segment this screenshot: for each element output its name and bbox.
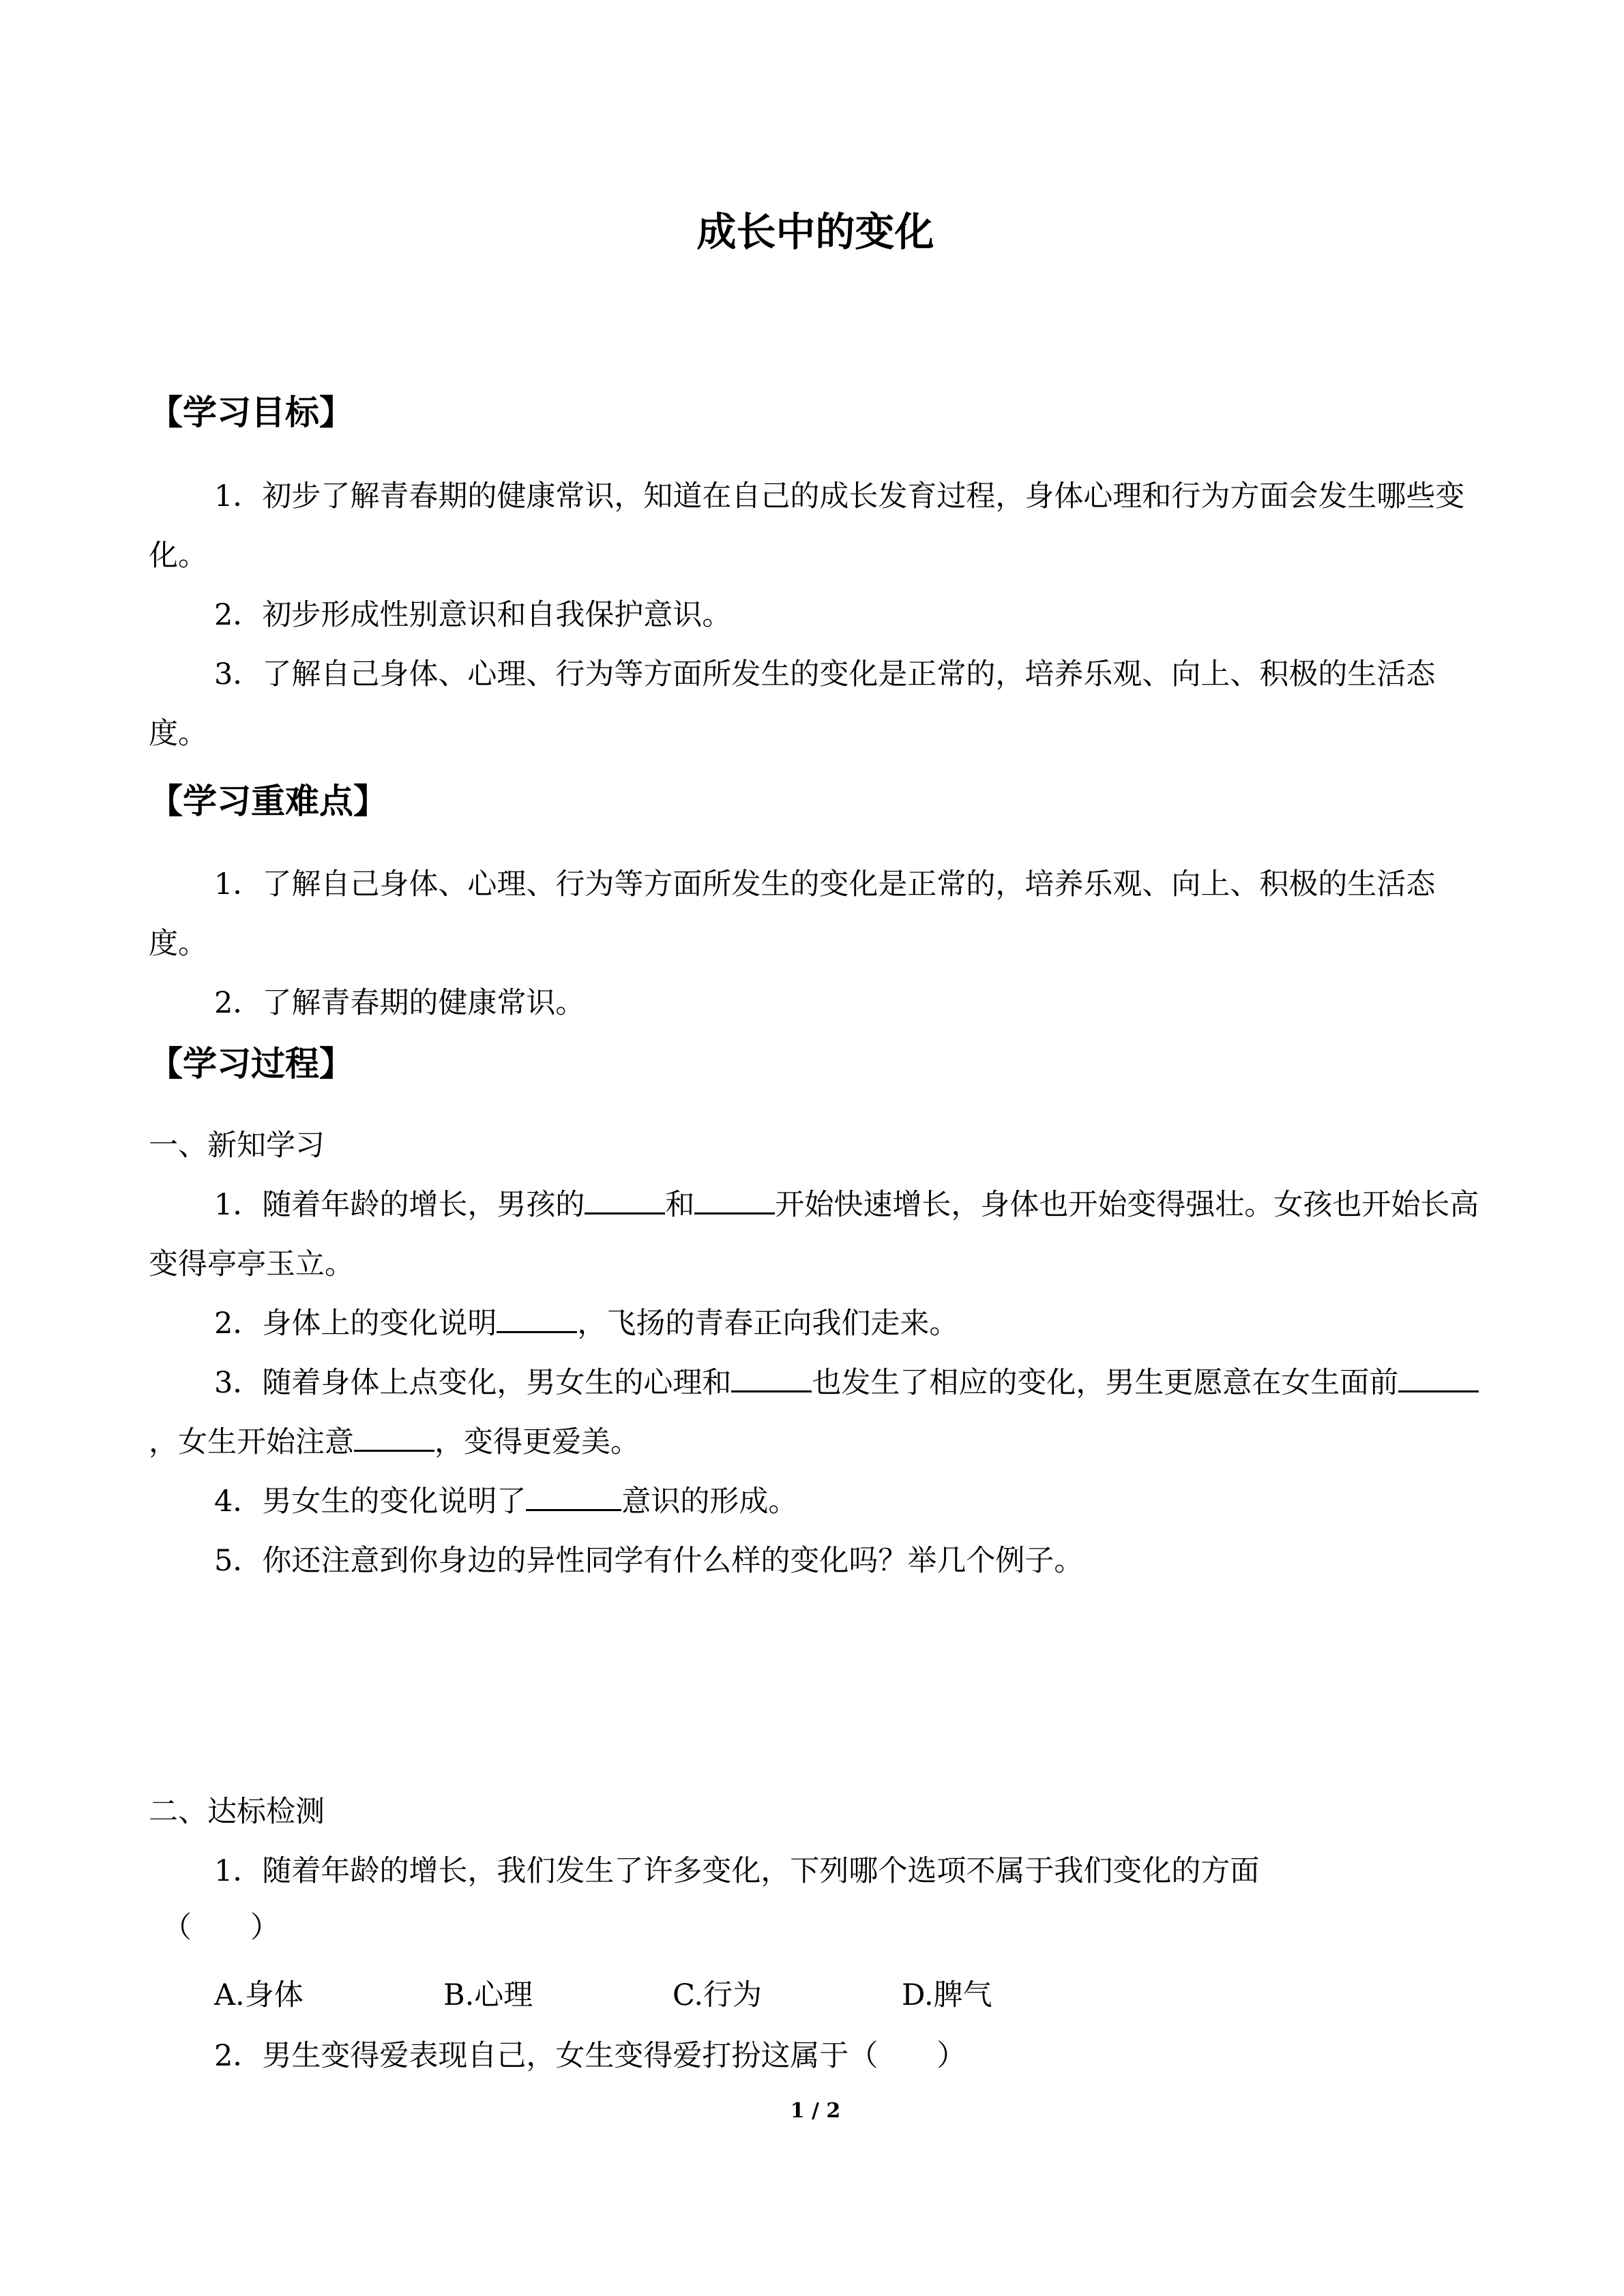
part2-question-1: 1．随着年龄的增长，我们发生了许多变化，下列哪个选项不属于我们变化的方面 <box>214 1854 1260 1888</box>
q3-text-a: 3．随着身体上点变化，男女生的心理和 <box>214 1366 732 1400</box>
answer-blank[interactable] <box>526 1475 621 1511</box>
goal-item-3: 3．了解自己身体、心理、行为等方面所发生的变化是正常的，培养乐观、向上、积极的生活态度。 <box>149 657 1436 751</box>
option-d[interactable]: D.脾气 <box>902 1978 992 2012</box>
key-points-heading: 【学习重难点】 <box>149 781 387 821</box>
answer-blank[interactable] <box>497 1297 577 1333</box>
part1-question-1 <box>149 1176 1482 1294</box>
answer-parentheses[interactable]: （ ） <box>162 1911 280 1945</box>
goals-heading: 【学习目标】 <box>149 393 353 432</box>
part2-label: 二、达标检测 <box>149 1795 325 1829</box>
key-point-item-1: 1．了解自己身体、心理、行为等方面所发生的变化是正常的，培养乐观、向上、积极的生活态度。 <box>149 867 1436 961</box>
answer-blank[interactable] <box>731 1356 812 1392</box>
process-heading: 【学习过程】 <box>149 1044 353 1084</box>
goal-item-2: 2．初步形成性别意识和自我保护意识。 <box>214 598 732 632</box>
part1-question-2 <box>149 1294 1482 1354</box>
option-c[interactable]: C.行为 <box>673 1978 763 2012</box>
document-title: 成长中的变化 <box>696 209 934 255</box>
q1-text-c: 开始快速增长，身体也开始变得强壮。女孩也开始长高变得亭亭玉立。 <box>149 1188 1479 1281</box>
goal-item-1: 1．初步了解青春期的健康常识，知道在自己的成长发育过程，身体心理和行为方面会发生哪些变化。 <box>149 479 1465 573</box>
part1-question-4 <box>149 1472 1482 1532</box>
option-b[interactable]: B.心理 <box>443 1978 533 2012</box>
q4-text-a: 4．男女生的变化说明了 <box>214 1485 527 1519</box>
option-a[interactable]: A.身体 <box>214 1978 304 2012</box>
q2-text-b: ，飞扬的青春正向我们走来。 <box>577 1307 959 1341</box>
part1-question-3 <box>149 1354 1482 1472</box>
part2-question-2: 2．男生变得爱表现自己，女生变得爱打扮这属于（ ） <box>214 2039 966 2073</box>
key-point-item-2: 2．了解青春期的健康常识。 <box>214 986 585 1020</box>
answer-blank[interactable] <box>354 1416 434 1452</box>
answer-blank[interactable] <box>694 1178 775 1214</box>
answer-blank[interactable] <box>1398 1356 1479 1392</box>
document-page <box>149 0 1482 2296</box>
q1-text-b: 和 <box>665 1188 695 1222</box>
answer-blank[interactable] <box>585 1178 665 1214</box>
part1-question-5: 5．你还注意到你身边的异性同学有什么样的变化吗？举几个例子。 <box>214 1544 1084 1578</box>
part1-label: 一、新知学习 <box>149 1129 325 1163</box>
q2-text-a: 2．身体上的变化说明 <box>214 1307 497 1341</box>
page-number: 1 / 2 <box>790 2099 841 2123</box>
q4-text-b: 意识的形成。 <box>621 1485 798 1519</box>
q1-text-a: 1．随着年龄的增长，男孩的 <box>214 1188 585 1222</box>
q3-text-d: ，变得更爱美。 <box>434 1425 640 1459</box>
options-row <box>214 1966 1305 2025</box>
q3-text-b: 也发生了相应的变化，男生更愿意在女生面前 <box>812 1366 1399 1400</box>
q3-text-c: ，女生开始注意 <box>149 1425 354 1459</box>
